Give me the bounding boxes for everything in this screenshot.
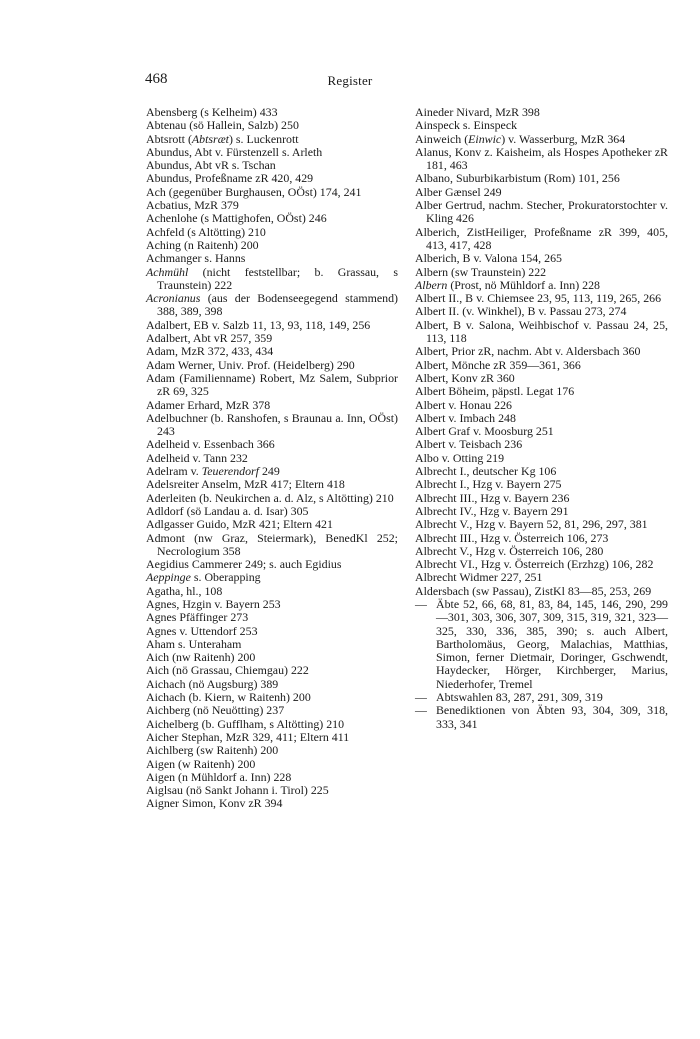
index-entry: Admont (nw Graz, Steiermark), BenedKl 252; Necrologium 358	[146, 530, 398, 558]
index-entry: Adam (Familienname) Robert, Mz Salem, Subprior zR 69, 325	[146, 370, 398, 399]
index-entry: Adam Werner, Univ. Prof. (Heidelberg) 290	[146, 357, 355, 372]
index-entry: Alanus, Konv z. Kaisheim, als Hospes Apotheker zR 181, 463	[415, 144, 668, 173]
index-entry: Abtsrott (Abtsræt) s. Luckenrott	[146, 131, 299, 146]
index-entry: Adelheid v. Essenbach 366	[146, 437, 275, 452]
index-entry: Albern (Prost, nö Mühldorf a. Inn) 228	[415, 277, 600, 292]
index-entry: Aichberg (nö Neuötting) 237	[146, 703, 285, 718]
index-entry: Aigen (w Raitenh) 200	[146, 756, 256, 771]
index-entry: Abundus, Abt vR s. Tschan	[146, 158, 276, 173]
index-entry: Alber Gænsel 249	[415, 184, 502, 199]
index-entry: Agnes, Hzgin v. Bayern 253	[146, 596, 281, 611]
index-entry: Aichlberg (sw Raitenh) 200	[146, 743, 279, 758]
index-entry: Abtenau (sö Hallein, Salzb) 250	[146, 118, 299, 133]
index-entry: Acronianus (aus der Bodenseegegend stammend) 388, 389, 398	[146, 291, 398, 319]
index-entry: Agnes v. Uttendorf 253	[146, 623, 258, 638]
index-entry: Adelram v. Teuerendorf 249	[146, 464, 280, 479]
index-entry: Aich (nw Raitenh) 200	[146, 650, 256, 665]
index-entry: Aldersbach (sw Passau), ZistKl 83—85, 253, 269	[415, 583, 652, 598]
index-entry: Albo v. Otting 219	[415, 450, 505, 465]
index-entry: Aichach (b. Kiern, w Raitenh) 200	[146, 690, 311, 705]
index-entry: Albert Graf v. Moosburg 251	[415, 424, 554, 439]
index-entry: Adlgasser Guido, MzR 421; Eltern 421	[146, 517, 333, 532]
index-column-right	[415, 106, 668, 731]
index-entry: Adelheid v. Tann 232	[146, 450, 248, 465]
index-entry: Aigner Simon, Konv zR 394	[146, 796, 283, 811]
index-entry: Albert, Prior zR, nachm. Abt v. Aldersbach 360	[415, 344, 641, 359]
index-entry: Albert v. Honau 226	[415, 397, 512, 412]
running-head: Register	[327, 73, 373, 88]
index-entry: Adldorf (sö Landau a. d. Isar) 305	[146, 503, 309, 518]
index-entry: Aham s. Unteraham	[146, 636, 242, 651]
index-entry: Albert Böheim, päpstl. Legat 176	[415, 384, 575, 399]
index-entry: Albert II., B v. Chiemsee 23, 95, 113, 119, 265, 266	[415, 291, 662, 306]
index-entry: Abundus, Profeßname zR 420, 429	[146, 171, 314, 186]
index-entry: Abensberg (s Kelheim) 433	[146, 105, 278, 119]
index-entry: Alber Gertrud, nachm. Stecher, Prokuratorstochter v. Kling 426	[415, 198, 668, 226]
index-entry: Adalbert, EB v. Salzb 11, 13, 93, 118, 149, 256	[146, 317, 371, 332]
index-entry: Alberich, ZistHeiliger, Profeßname zR 399, 405, 413, 417, 428	[415, 224, 668, 252]
index-entry: Aich (nö Grassau, Chiemgau) 222	[146, 663, 309, 678]
index-entry: Albrecht V., Hzg v. Bayern 52, 81, 296, 297, 381	[415, 517, 648, 532]
index-entry: Albert v. Imbach 248	[415, 410, 516, 425]
index-entry: Achenlohe (s Mattighofen, OÖst) 246	[146, 211, 327, 226]
index-entry: Albert, Konv zR 360	[415, 370, 515, 385]
index-entry: Albrecht I., deutscher Kg 106	[415, 464, 557, 479]
index-entry: Albrecht VI., Hzg v. Österreich (Erzhzg) 106, 282	[415, 557, 654, 572]
index-entry: Albert v. Teisbach 236	[415, 437, 523, 452]
index-entry: Adalbert, Abt vR 257, 359	[146, 331, 273, 346]
index-entry: Albern (sw Traunstein) 222	[415, 264, 547, 279]
index-entry: Achmühl (nicht feststellbar; b. Grassau, s Traunstein) 222	[146, 264, 398, 292]
index-entry: Aching (n Raitenh) 200	[146, 237, 259, 252]
index-column-left	[146, 106, 398, 811]
index-entry: Adelsreiter Anselm, MzR 417; Eltern 418	[146, 477, 345, 492]
index-entry: Agnes Pfäffinger 273	[146, 610, 249, 625]
index-entry: Achfeld (s Altötting) 210	[146, 224, 266, 239]
index-entry: Albert II. (v. Winkhel), B v. Passau 273, 274	[415, 304, 627, 319]
index-entry: Aicher Stephan, MzR 329, 411; Eltern 411	[146, 729, 350, 744]
index-entry: Albrecht IV., Hzg v. Bayern 291	[415, 503, 569, 518]
index-entry: Ainweich (Einwic) v. Wasserburg, MzR 364	[415, 131, 626, 146]
index-entry: — Äbte 52, 66, 68, 81, 83, 84, 145, 146, 290, 299—301, 303, 306, 307, 309, 315, 319, 321, 323—325, 330, 336, 385, 390; s. auch Albert, Bartholomäus, Georg, Malachias, Matthias, Simon, ferner Dietmair, Doringer, Gschwendt, Haydecker, Hörger, Kirchberger, Marius, Niederhofer, Tremel	[415, 596, 668, 691]
index-entry: Alberich, B v. Valona 154, 265	[415, 251, 562, 266]
index-entry: Albrecht Widmer 227, 251	[415, 570, 543, 585]
index-entry: Adamer Erhard, MzR 378	[146, 397, 271, 412]
index-entry: Aderleiten (b. Neukirchen a. d. Alz, s Altötting) 210	[146, 490, 394, 505]
index-entry: Aichelberg (b. Gufflham, s Altötting) 210	[146, 716, 345, 731]
index-entry: Acbatius, MzR 379	[146, 198, 239, 213]
index-entry: Aegidius Cammerer 249; s. auch Egidius	[146, 557, 342, 572]
index-entry: Abundus, Abt v. Fürstenzell s. Arleth	[146, 144, 323, 159]
index-entry: — Abtswahlen 83, 287, 291, 309, 319	[415, 690, 603, 705]
index-entry: Aiglsau (nö Sankt Johann i. Tirol) 225	[146, 783, 329, 798]
index-entry: Albano, Suburbikarbistum (Rom) 101, 256	[415, 171, 620, 186]
index-entry: Aigen (n Mühldorf a. Inn) 228	[146, 769, 292, 784]
page-number: 468	[145, 71, 168, 87]
index-entry: Ach (gegenüber Burghausen, OÖst) 174, 241	[146, 184, 362, 199]
index-entry: Ainspeck s. Einspeck	[415, 118, 518, 133]
index-entry: Adam, MzR 372, 433, 434	[146, 344, 274, 359]
index-entry: Aichach (nö Augsburg) 389	[146, 676, 279, 691]
index-entry: Aeppinge s. Oberapping	[146, 570, 261, 585]
index-entry: Albrecht III., Hzg v. Bayern 236	[415, 490, 570, 505]
index-entry: Agatha, hl., 108	[146, 583, 223, 598]
index-entry: Adelbuchner (b. Ranshofen, s Braunau a. Inn, OÖst) 243	[146, 410, 398, 439]
index-entry: Achmanger s. Hanns	[146, 251, 246, 266]
index-entry: — Benediktionen von Äbten 93, 304, 309, 318, 333, 341	[415, 703, 668, 731]
index-entry: Albrecht III., Hzg v. Österreich 106, 273	[415, 530, 609, 545]
index-entry: Aineder Nivard, MzR 398	[415, 105, 540, 119]
index-entry: Albrecht V., Hzg v. Österreich 106, 280	[415, 543, 604, 558]
index-entry: Albert, Mönche zR 359—361, 366	[415, 357, 581, 372]
index-entry: Albert, B v. Salona, Weihbischof v. Passau 24, 25, 113, 118	[415, 317, 668, 346]
index-entry: Albrecht I., Hzg v. Bayern 275	[415, 477, 562, 492]
